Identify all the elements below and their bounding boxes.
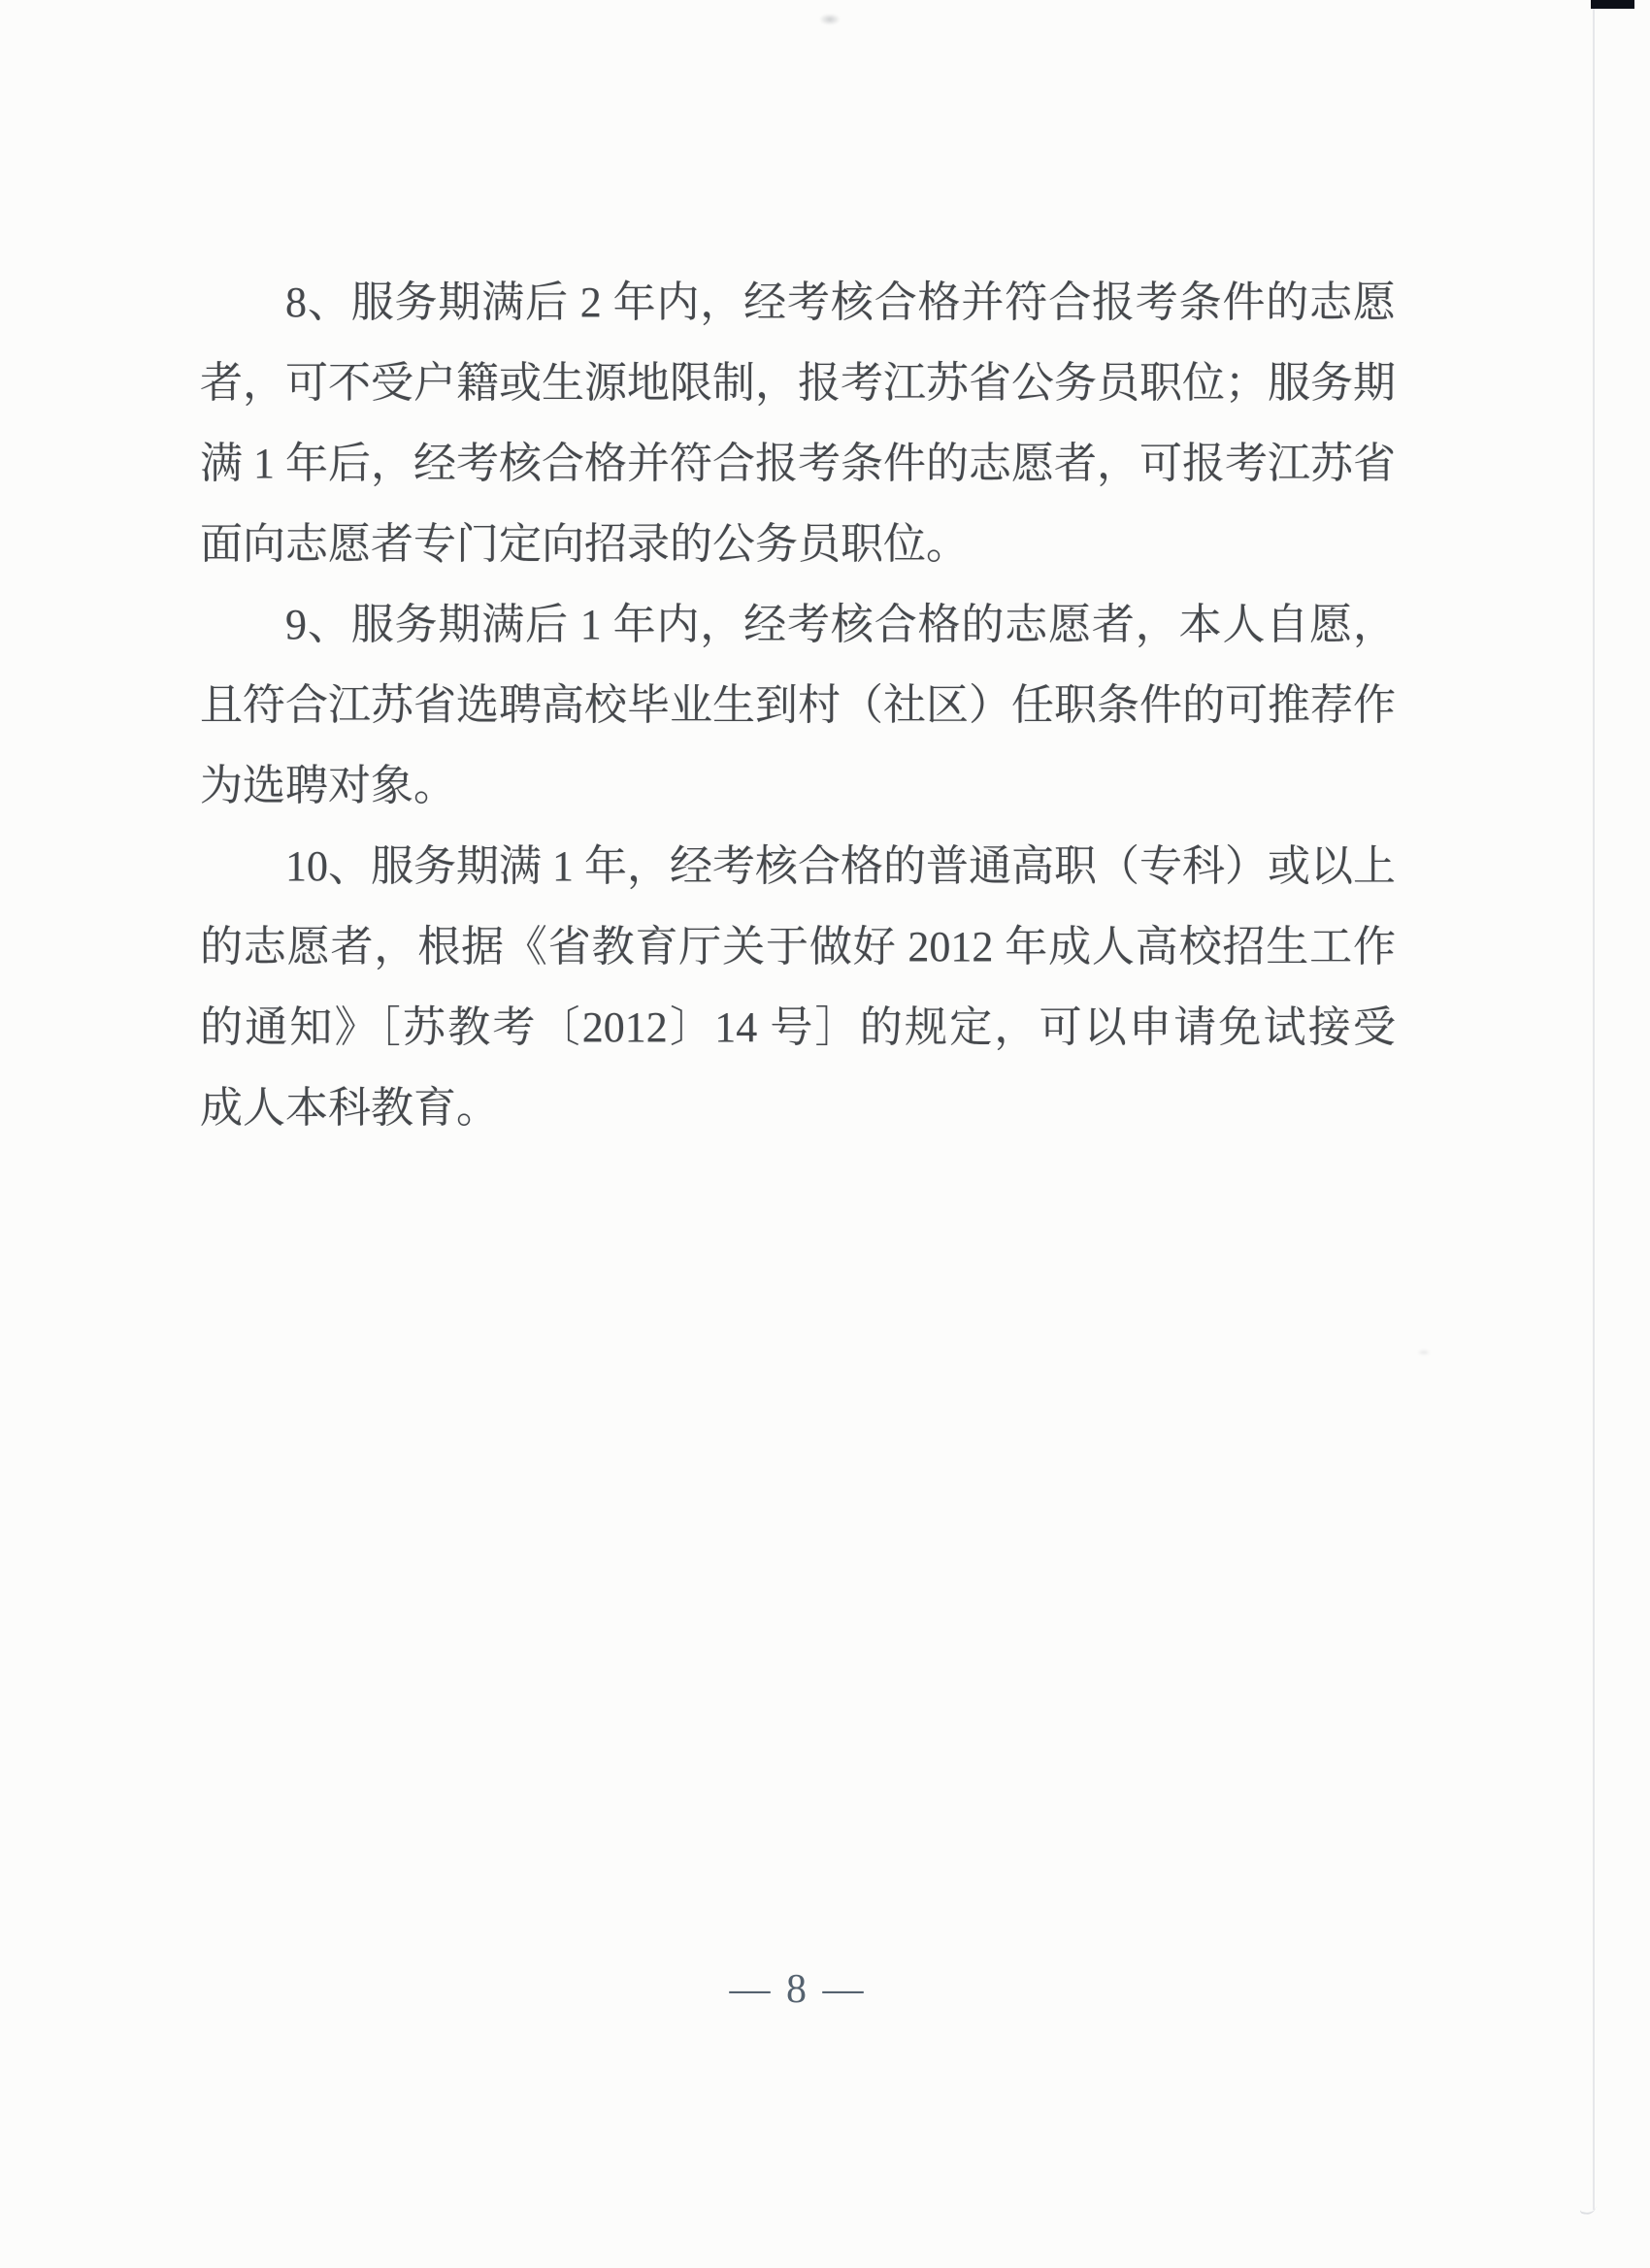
paragraph-line: 的通知》［苏教考〔2012〕14 号］的规定，可以申请免试接受 bbox=[200, 1003, 1396, 1051]
paragraph-line: 8、服务期满后 2 年内，经考核合格并符合报考条件的志愿 bbox=[285, 279, 1396, 326]
scan-edge-line bbox=[1593, 9, 1595, 2210]
document-body bbox=[200, 262, 1396, 1148]
paragraph-line: 的志愿者，根据《省教育厅关于做好 2012 年成人高校招生工作 bbox=[200, 923, 1396, 970]
paragraph-line: 满 1 年后，经考核合格并符合报考条件的志愿者，可报考江苏省 bbox=[200, 440, 1396, 487]
paragraph-line: 者，可不受户籍或生源地限制，报考江苏省公务员职位；服务期 bbox=[200, 359, 1396, 407]
page-number: — 8 — bbox=[729, 1967, 867, 2012]
paragraph-line: 面向志愿者专门定向招录的公务员职位。 bbox=[200, 520, 969, 568]
scan-edge-hook bbox=[1579, 2204, 1596, 2216]
paragraph-8 bbox=[200, 262, 1396, 584]
paragraph-line: 为选聘对象。 bbox=[200, 762, 456, 809]
paragraph-line: 9、服务期满后 1 年内，经考核合格的志愿者，本人自愿， bbox=[285, 601, 1396, 648]
paragraph-10 bbox=[200, 826, 1396, 1148]
paragraph-line: 且符合江苏省选聘高校毕业生到村（社区）任职条件的可推荐作 bbox=[200, 681, 1396, 729]
scan-corner-mark bbox=[1591, 0, 1634, 9]
scan-smudge bbox=[819, 14, 841, 25]
paragraph-9 bbox=[200, 584, 1396, 826]
paragraph-line: 成人本科教育。 bbox=[200, 1084, 499, 1132]
scan-smudge bbox=[1417, 1349, 1431, 1356]
paragraph-line: 10、服务期满 1 年，经考核合格的普通高职（专科）或以上 bbox=[285, 842, 1396, 890]
